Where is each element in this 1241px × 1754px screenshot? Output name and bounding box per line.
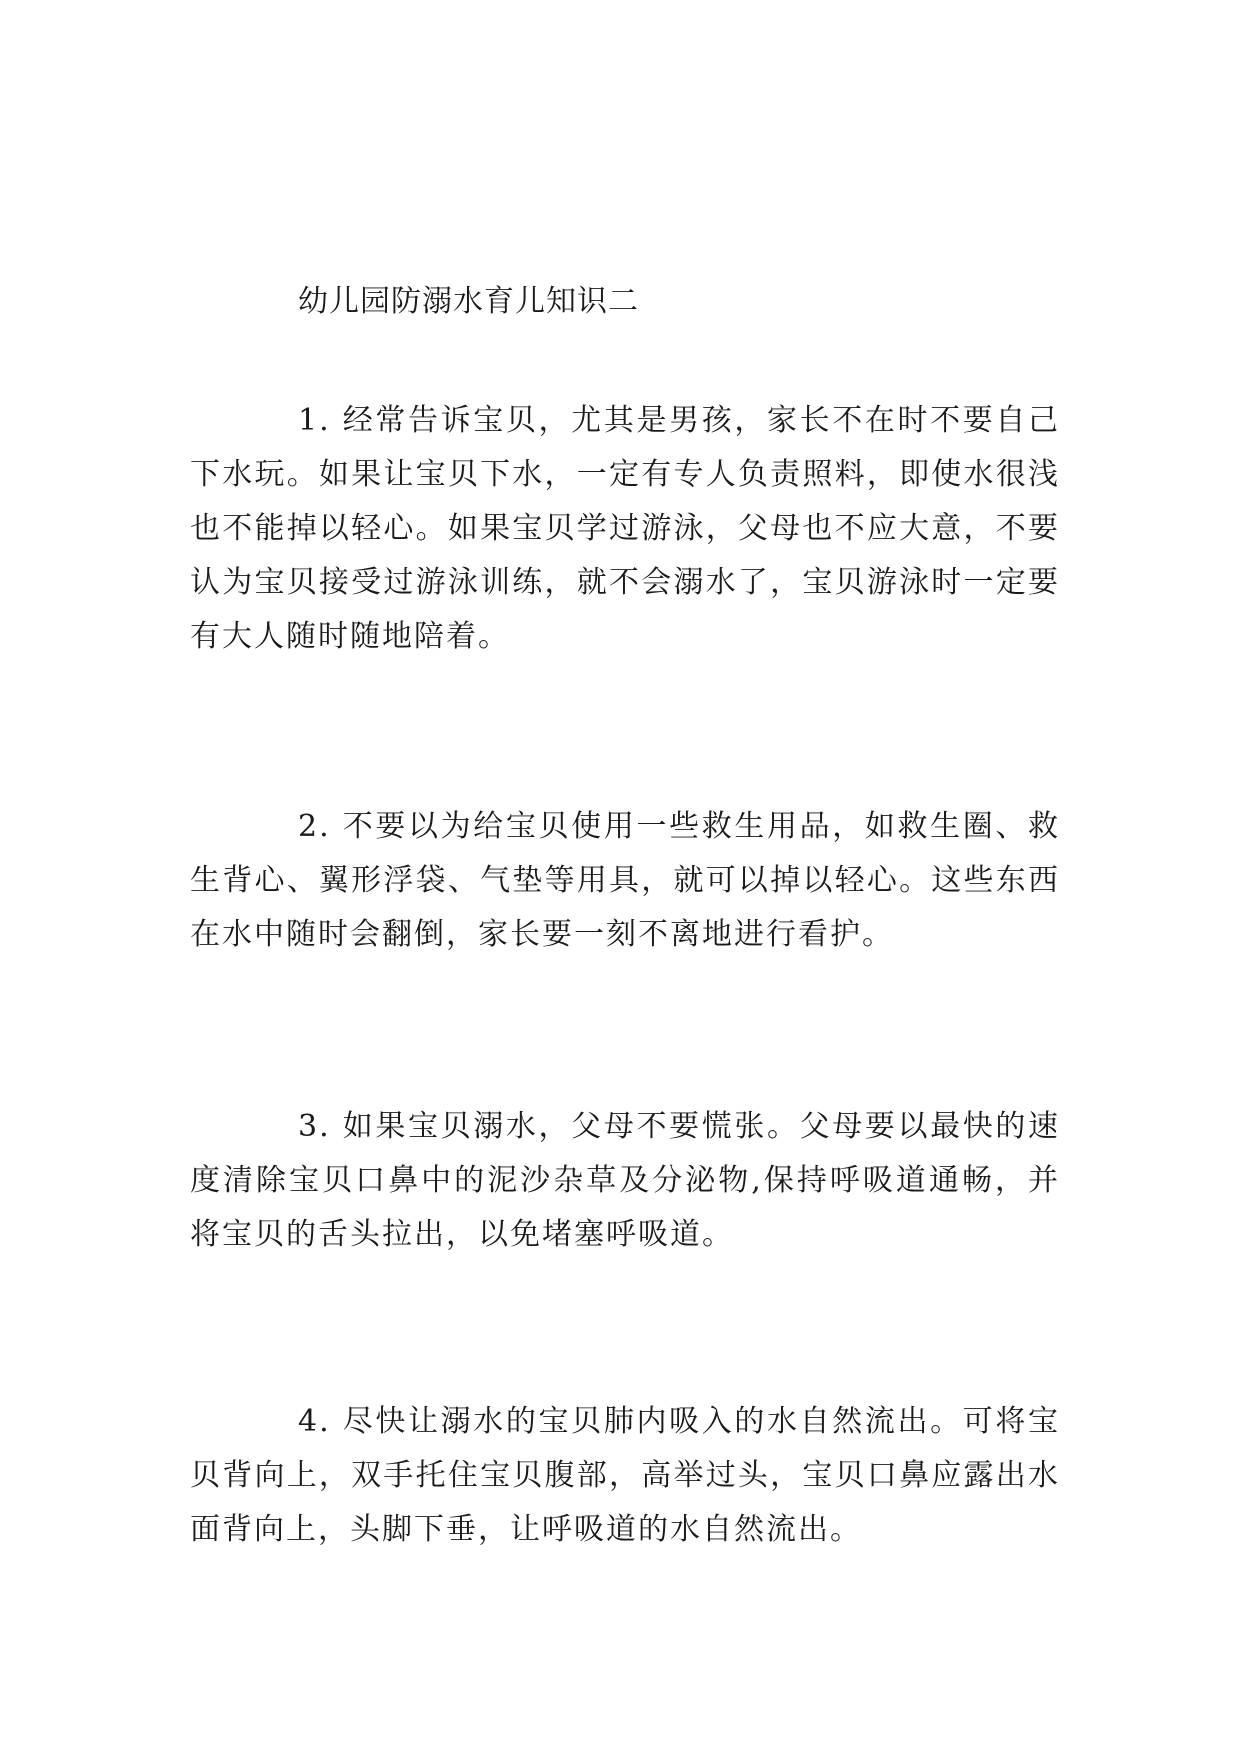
document-title: 幼儿园防溺水育儿知识二: [298, 284, 639, 319]
paragraph-2: 2. 不要以为给宝贝使用一些救生用品，如救生圈、救生背心、翼形浮袋、气垫等用具，就可以掉以轻心。这些东西在水中随时会翻倒，家长要一刻不离地进行看护。: [190, 809, 1060, 952]
paragraph-1: 1. 经常告诉宝贝，尤其是男孩，家长不在时不要自己下水玩。如果让宝贝下水，一定有专人负责照料，即使水很浅也不能掉以轻心。如果宝贝学过游泳，父母也不应大意，不要认为宝贝接受过游泳训练，就不会溺水了，宝贝游泳时一定要有大人随时随地陪着。: [190, 403, 1060, 654]
paragraph-4: 4. 尽快让溺水的宝贝肺内吸入的水自然流出。可将宝贝背向上，双手托住宝贝腹部，高举过头，宝贝口鼻应露出水面背向上，头脚下垂，让呼吸道的水自然流出。: [190, 1404, 1060, 1547]
paragraph-3: 3. 如果宝贝溺水，父母不要慌张。父母要以最快的速度清除宝贝口鼻中的泥沙杂草及分泌物,保持呼吸道通畅，并将宝贝的舌头拉出，以免堵塞呼吸道。: [190, 1109, 1060, 1252]
